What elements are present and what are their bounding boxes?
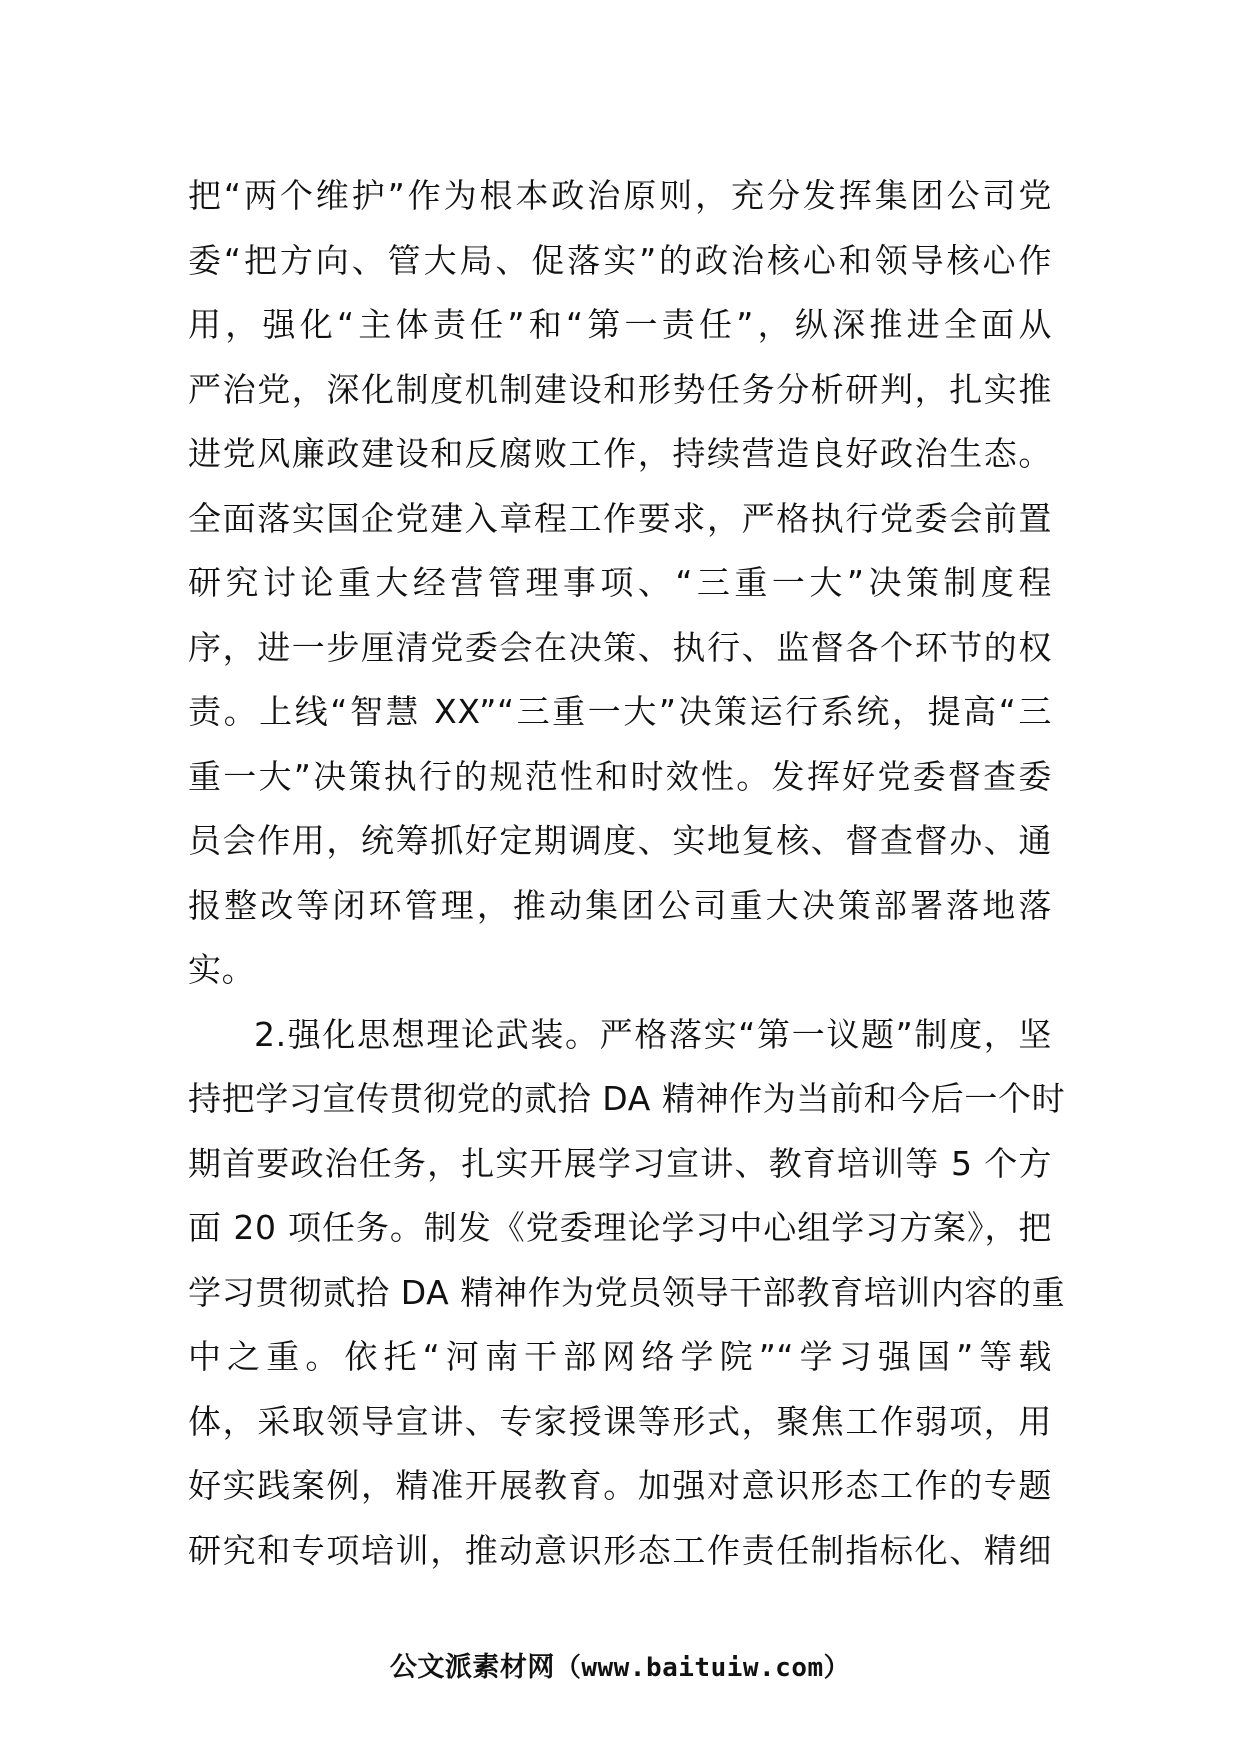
text-line: 员会作用，统筹抓好定期调度、实地复核、督查督办、通 bbox=[188, 821, 1052, 860]
text-line: 严治党，深化制度机制建设和形势任务分析研判，扎实推 bbox=[188, 369, 1052, 409]
text-line: 持把学习宣传贯彻党的贰拾 DA 精神作为当前和今后一个时 bbox=[188, 1079, 1066, 1118]
text-line: 进党风廉政建设和反腐败工作，持续营造良好政治生态。 bbox=[188, 434, 1052, 473]
text-line: 序，进一步厘清党委会在决策、执行、监督各个环节的权 bbox=[188, 627, 1052, 667]
text-line: 责。上线“智慧 XX”“三重一大”决策运行系统，提高“三 bbox=[188, 692, 1052, 731]
text-line: 全面落实国企党建入章程工作要求，严格执行党委会前置 bbox=[188, 498, 1052, 538]
text-line: 面 20 项任务。制发《党委理论学习中心组学习方案》，把 bbox=[188, 1208, 1052, 1247]
text-line: 好实践案例，精准开展教育。加强对意识形态工作的专题 bbox=[188, 1466, 1052, 1505]
text-line: 用，强化“主体责任”和“第一责任”，纵深推进全面从 bbox=[188, 305, 1052, 344]
section-heading-line: 2.强化思想理论武装。严格落实“第一议题”制度，坚 bbox=[254, 1014, 1052, 1054]
text-line: 研究讨论重大经营管理事项、“三重一大”决策制度程 bbox=[188, 563, 1052, 602]
text-line: 把“两个维护”作为根本政治原则，充分发挥集团公司党 bbox=[188, 176, 1052, 215]
text-line: 重一大”决策执行的规范性和时效性。发挥好党委督查委 bbox=[188, 756, 1052, 796]
text-line: 委“把方向、管大局、促落实”的政治核心和领导核心作 bbox=[188, 240, 1052, 280]
page-footer bbox=[0, 1648, 1240, 1688]
text-line: 实。 bbox=[188, 950, 256, 989]
text-line: 期首要政治任务，扎实开展学习宣讲、教育培训等 5 个方 bbox=[188, 1143, 1052, 1183]
document-body bbox=[188, 164, 1066, 1583]
text-line: 研究和专项培训，推动意识形态工作责任制指标化、精细 bbox=[188, 1530, 1052, 1570]
text-line: 体，采取领导宣讲、专家授课等形式，聚焦工作弱项，用 bbox=[188, 1401, 1052, 1441]
footer-site-name: 公文派素材网 bbox=[389, 1652, 555, 1683]
footer-url: （www.baituiw.com） bbox=[554, 1653, 851, 1683]
text-line: 学习贯彻贰拾 DA 精神作为党员领导干部教育培训内容的重 bbox=[188, 1272, 1066, 1312]
text-line: 报整改等闭环管理，推动集团公司重大决策部署落地落 bbox=[188, 885, 1052, 925]
text-line: 中之重。依托“河南干部网络学院”“学习强国”等载 bbox=[188, 1337, 1052, 1376]
